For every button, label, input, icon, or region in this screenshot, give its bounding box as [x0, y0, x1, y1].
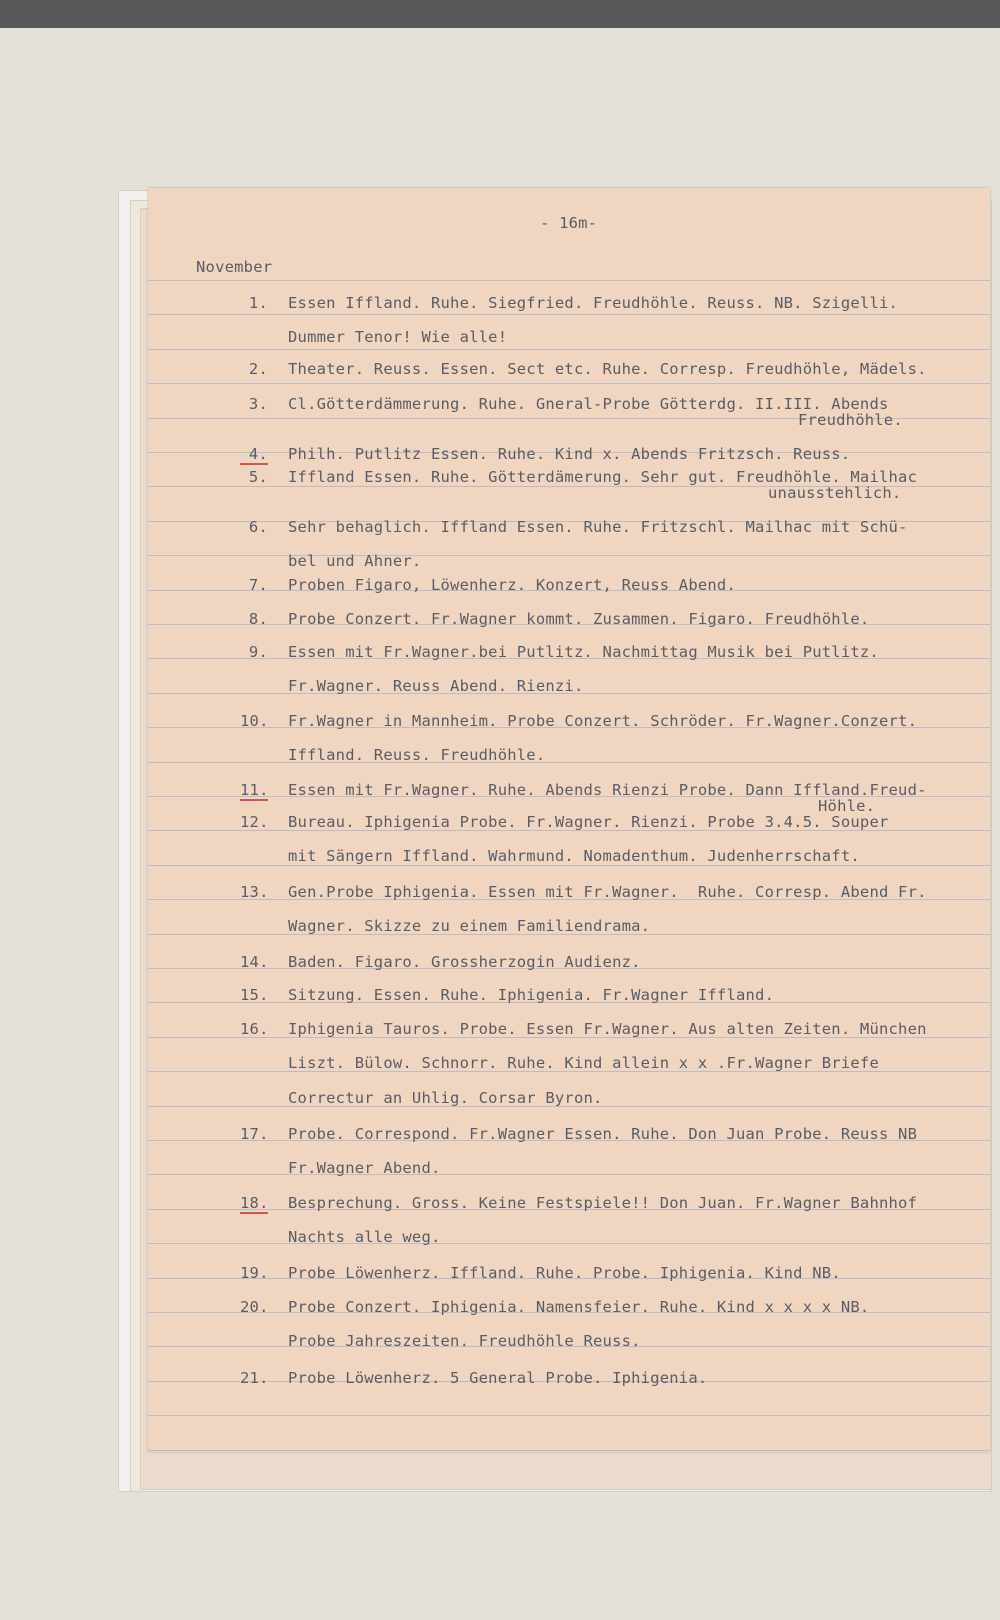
entry-line: Iffland. Reuss. Freudhöhle. [288, 746, 546, 765]
entry-line: Freudhöhle. [798, 411, 903, 429]
entry-line: Liszt. Bülow. Schnorr. Ruhe. Kind allein x x .Fr.Wagner Briefe [288, 1054, 879, 1073]
entry-number: 14. [240, 953, 269, 971]
entry-number: 4. [240, 445, 268, 465]
entry-number: 11. [240, 781, 269, 799]
entry-number: 1. [248, 294, 268, 312]
entry-line: Probe Löwenherz. Iffland. Ruhe. Probe. Iphigenia. Kind NB. [288, 1264, 841, 1282]
entry-line: Probe Conzert. Iphigenia. Namensfeier. Ruhe. Kind x x x x NB. [288, 1298, 870, 1316]
entry-line: Baden. Figaro. Grossherzogin Audienz. [288, 953, 641, 971]
entry-number: 6. [248, 518, 268, 536]
entry-line: Essen Iffland. Ruhe. Siegfried. Freudhöhle. Reuss. NB. Szigelli. [288, 294, 899, 312]
entry-line: Cl.Götterdämmerung. Ruhe. Gneral-Probe Götterdg. II.III. Abends [288, 395, 889, 413]
entry-line: Sitzung. Essen. Ruhe. Iphigenia. Fr.Wagner Iffland. [288, 986, 775, 1004]
entry-number: 17. [240, 1125, 269, 1143]
entry-line: Philh. Putlitz Essen. Ruhe. Kind x. Abends Fritzsch. Reuss. [288, 445, 851, 463]
entry-line: Nachts alle weg. [288, 1228, 441, 1247]
entry-line: Probe. Correspond. Fr.Wagner Essen. Ruhe. Don Juan Probe. Reuss NB [288, 1125, 918, 1143]
typewritten-page [148, 188, 990, 1452]
entry-line: Bureau. Iphigenia Probe. Fr.Wagner. Rienzi. Probe 3.4.5. Souper [288, 813, 889, 831]
entry-number: 7. [248, 576, 268, 594]
entry-number: 15. [240, 986, 269, 1004]
entry-line: mit Sängern Iffland. Wahrmund. Nomadenthum. Judenherrschaft. [288, 847, 860, 866]
entry-number: 12. [240, 813, 269, 831]
entry-line: Probe Löwenherz. 5 General Probe. Iphigenia. [288, 1369, 708, 1387]
entry-number: 5. [248, 468, 268, 486]
page-text [148, 188, 990, 1452]
entry-line: Correctur an Uhlig. Corsar Byron. [288, 1088, 603, 1107]
entry-number: 18. [240, 1194, 269, 1212]
entry-line: Wagner. Skizze zu einem Familiendrama. [288, 917, 651, 936]
entry-line: bel und Ahner. [288, 552, 422, 571]
entry-number: 8. [248, 610, 268, 628]
entry-number: 16. [240, 1020, 269, 1038]
page-number: - 16m- [540, 214, 598, 232]
entry-line: unausstehlich. [768, 484, 902, 502]
entry-number: 19. [240, 1264, 269, 1282]
entry-line: Theater. Reuss. Essen. Sect etc. Ruhe. Corresp. Freudhöhle, Mädels. [288, 360, 927, 378]
entry-line: Fr.Wagner in Mannheim. Probe Conzert. Schröder. Fr.Wagner.Conzert. [288, 712, 918, 730]
entry-line: Iphigenia Tauros. Probe. Essen Fr.Wagner. Aus alten Zeiten. München [288, 1020, 927, 1038]
entry-line: Sehr behaglich. Iffland Essen. Ruhe. Fritzschl. Mailhac mit Schü- [288, 518, 908, 536]
month-heading: November [196, 258, 273, 276]
entry-number: 20. [240, 1298, 269, 1316]
entry-line: Probe Conzert. Fr.Wagner kommt. Zusammen. Figaro. Freudhöhle. [288, 610, 870, 628]
entry-number: 2. [248, 360, 268, 378]
entry-number: 3. [248, 395, 268, 413]
entry-line: Proben Figaro, Löwenherz. Konzert, Reuss Abend. [288, 576, 736, 594]
entry-line: Probe Jahreszeiten. Freudhöhle Reuss. [288, 1332, 641, 1351]
entry-number: 21. [240, 1369, 269, 1387]
entry-line: Iffland Essen. Ruhe. Götterdämerung. Sehr gut. Freudhöhle. Mailhac [288, 468, 918, 486]
entry-number: 9. [248, 643, 268, 661]
entry-line: Fr.Wagner Abend. [288, 1159, 441, 1178]
entry-number: 10. [240, 712, 269, 730]
entry-line: Gen.Probe Iphigenia. Essen mit Fr.Wagner. Ruhe. Corresp. Abend Fr. [288, 883, 927, 901]
entry-line: Dummer Tenor! Wie alle! [288, 328, 508, 347]
entry-line: Besprechung. Gross. Keine Festspiele!! Don Juan. Fr.Wagner Bahnhof [288, 1194, 918, 1212]
entry-line: Höhle. [818, 797, 876, 815]
entry-line: Essen mit Fr.Wagner. Ruhe. Abends Rienzi Probe. Dann Iffland.Freud- [288, 781, 927, 799]
entry-line: Fr.Wagner. Reuss Abend. Rienzi. [288, 677, 584, 696]
entry-line: Essen mit Fr.Wagner.bei Putlitz. Nachmittag Musik bei Putlitz. [288, 643, 879, 661]
entry-number: 13. [240, 883, 269, 901]
